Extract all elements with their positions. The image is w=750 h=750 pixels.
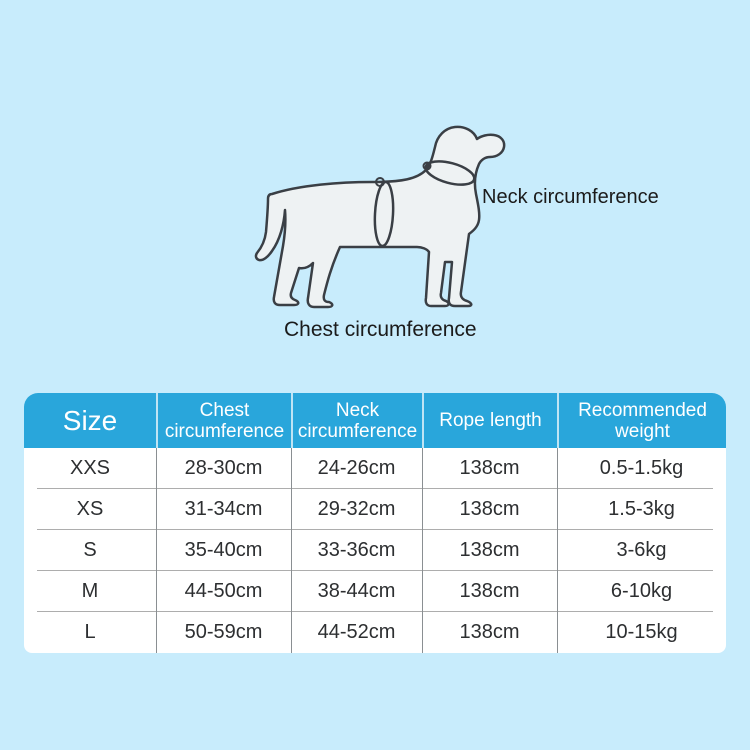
table-row	[24, 530, 726, 570]
cell-chest: 50-59cm	[184, 620, 263, 643]
cell-neck: 24-26cm	[317, 456, 396, 479]
dog-silhouette	[256, 127, 504, 307]
cell-size: S	[83, 538, 97, 561]
size-table	[24, 393, 726, 653]
column-header-chest: Chest circumference	[156, 393, 291, 448]
cell-rope: 138cm	[459, 579, 520, 602]
cell-chest: 31-34cm	[184, 497, 263, 520]
cell-weight: 6-10kg	[610, 579, 673, 602]
neck-circumference-label: Neck circumference	[482, 186, 659, 208]
cell-size: XS	[76, 497, 104, 520]
table-body	[24, 448, 726, 653]
cell-rope: 138cm	[459, 456, 520, 479]
cell-neck: 33-36cm	[317, 538, 396, 561]
cell-size: L	[84, 620, 96, 643]
cell-rope: 138cm	[459, 497, 520, 520]
cell-chest: 44-50cm	[184, 579, 263, 602]
cell-rope: 138cm	[459, 620, 520, 643]
table-row	[24, 571, 726, 611]
cell-neck: 29-32cm	[317, 497, 396, 520]
dog-diagram	[240, 110, 520, 320]
cell-weight: 10-15kg	[605, 620, 678, 643]
column-header-weight: Recommended weight	[557, 393, 726, 448]
table-row	[24, 448, 726, 488]
cell-weight: 0.5-1.5kg	[599, 456, 684, 479]
cell-size: M	[81, 579, 99, 602]
column-separator	[422, 448, 423, 653]
table-row	[24, 612, 726, 652]
table-header-row	[24, 393, 726, 448]
column-header-size: Size	[62, 405, 118, 436]
cell-weight: 3-6kg	[616, 538, 667, 561]
cell-neck: 44-52cm	[317, 620, 396, 643]
column-header-neck: Neck circumference	[291, 393, 422, 448]
cell-chest: 35-40cm	[184, 538, 263, 561]
column-separator	[291, 448, 292, 653]
cell-size: XXS	[69, 456, 111, 479]
table-row	[24, 489, 726, 529]
cell-chest: 28-30cm	[184, 456, 263, 479]
cell-neck: 38-44cm	[317, 579, 396, 602]
column-header-rope: Rope length	[422, 393, 557, 448]
chest-circumference-label: Chest circumference	[284, 318, 477, 341]
column-separator	[557, 448, 558, 653]
column-separator	[156, 448, 157, 653]
cell-rope: 138cm	[459, 538, 520, 561]
cell-weight: 1.5-3kg	[608, 497, 675, 520]
